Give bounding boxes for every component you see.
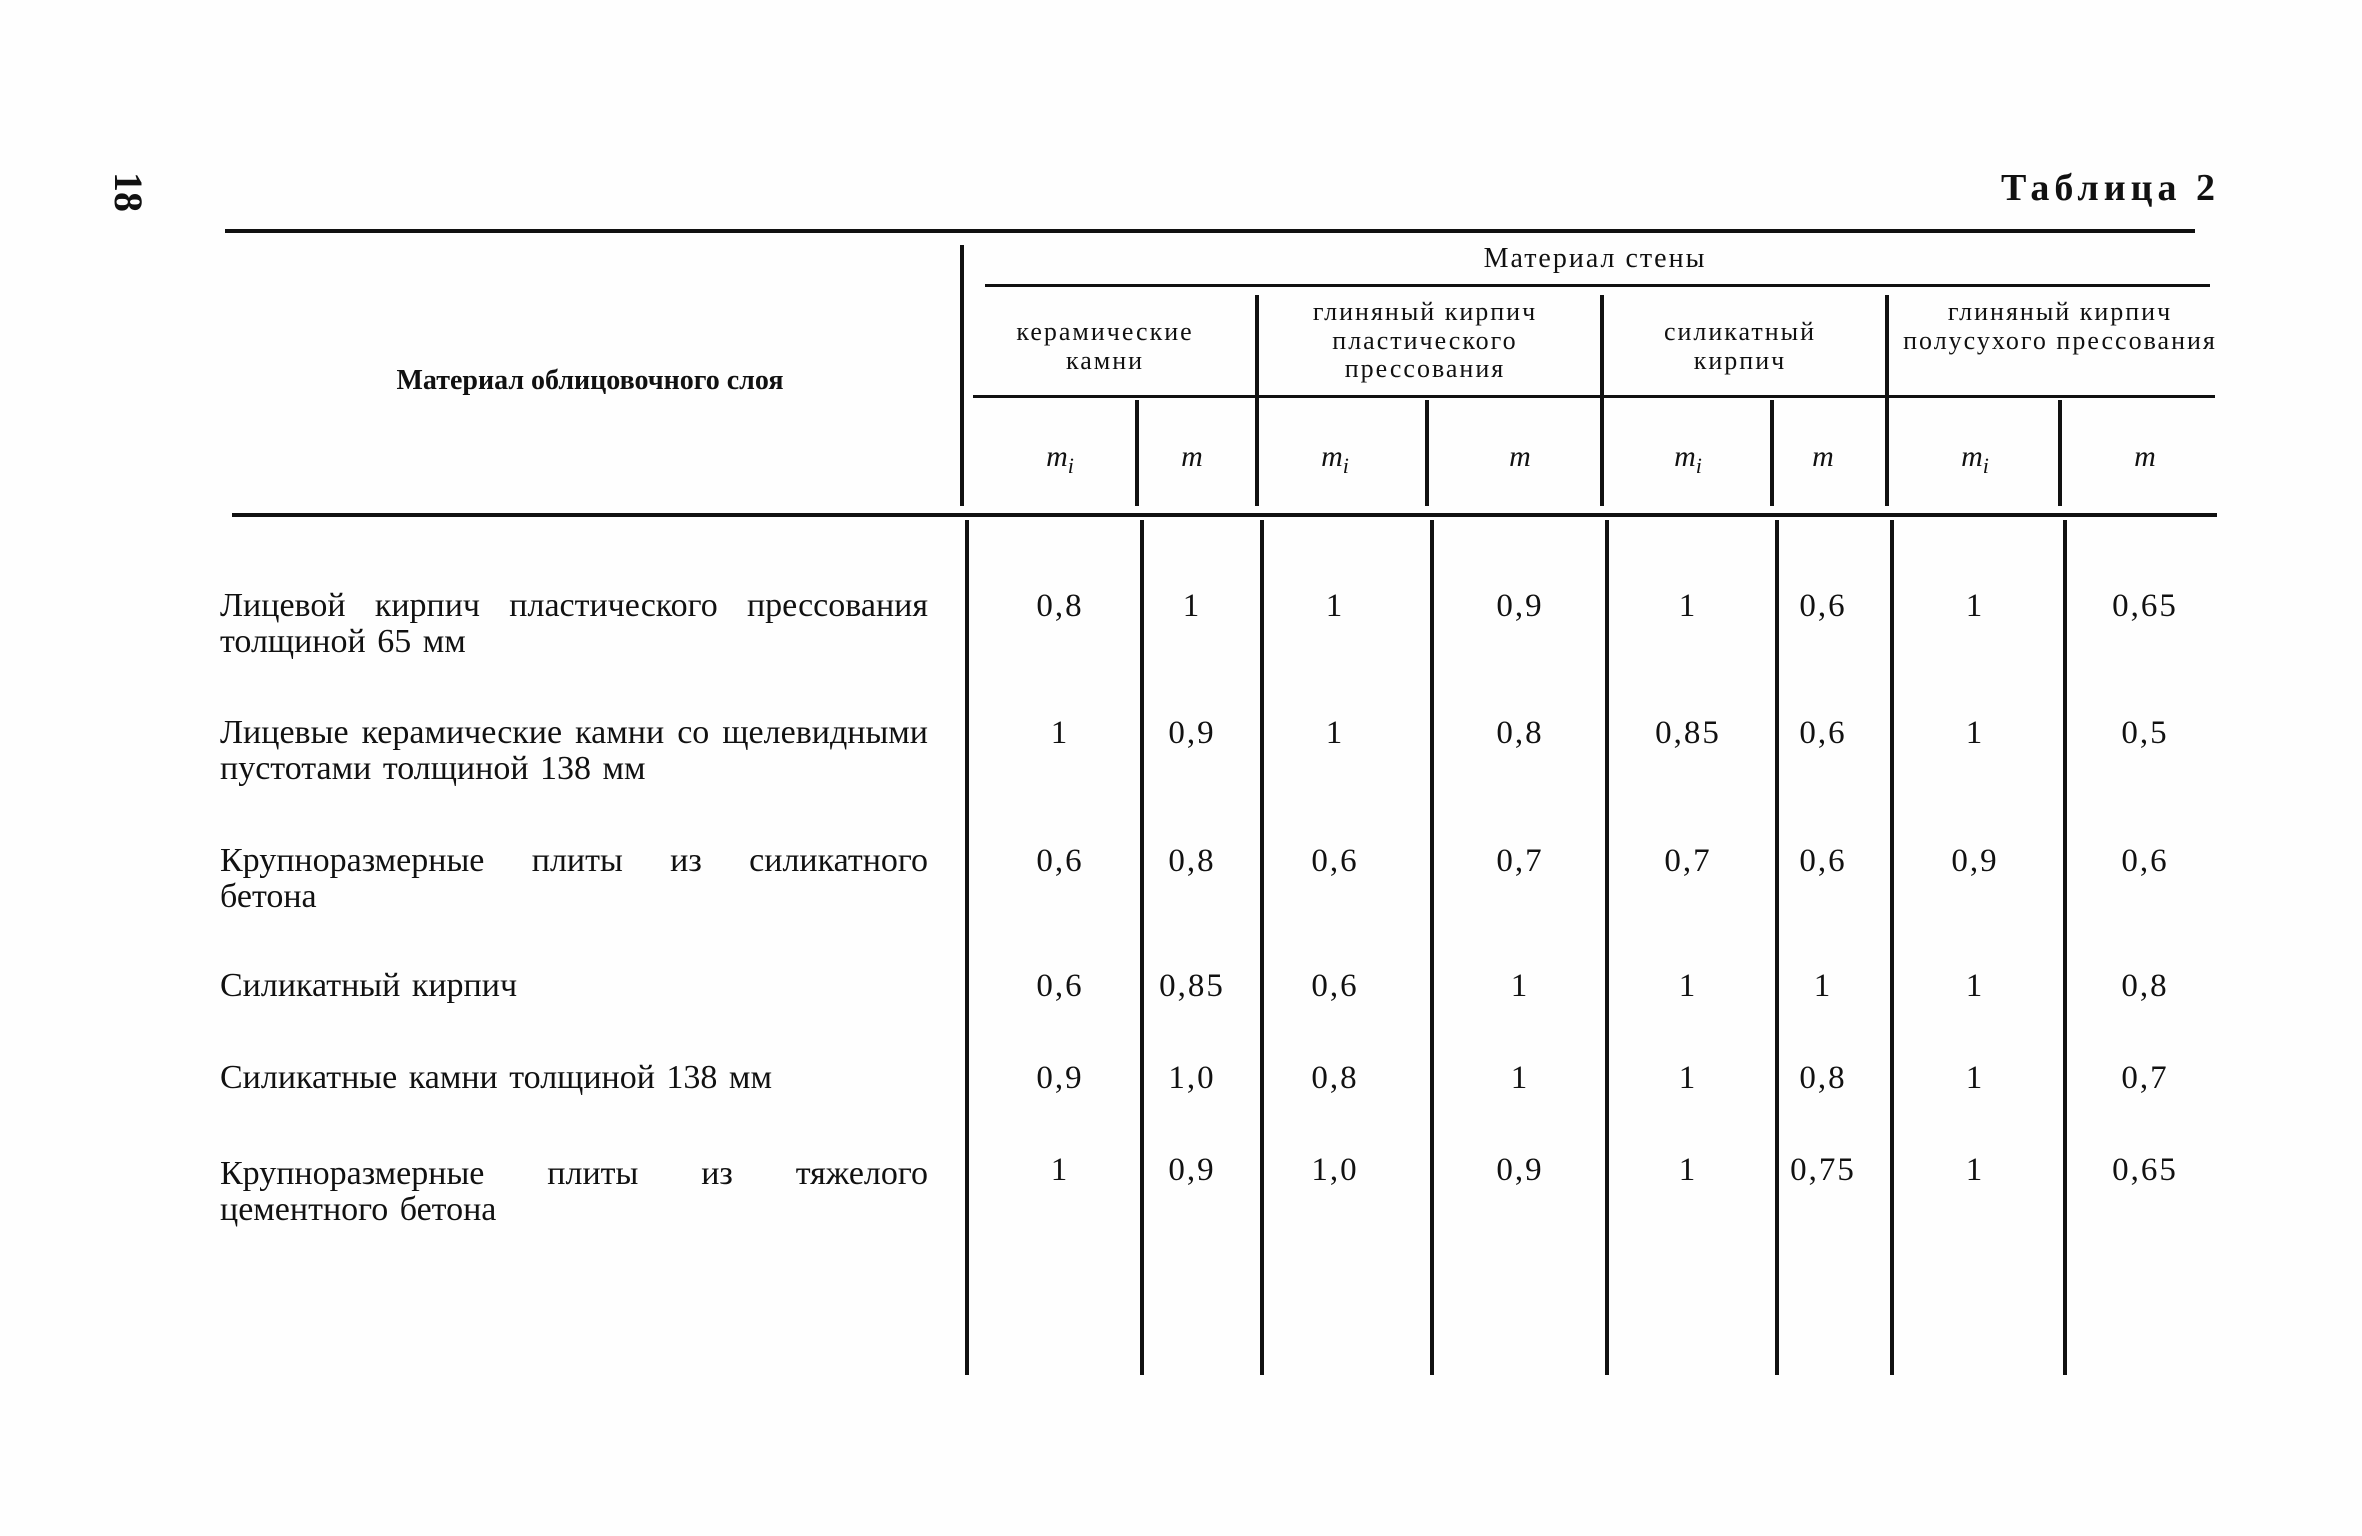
body-column-line bbox=[1260, 520, 1264, 1375]
table-cell: 0,9 bbox=[1496, 1152, 1544, 1188]
table-cell: 0,8 bbox=[1036, 588, 1084, 624]
wall-material-rule bbox=[985, 284, 2210, 287]
body-column-line bbox=[1775, 520, 1779, 1375]
row-label: Силикатные камни толщиной 138 мм bbox=[220, 1059, 772, 1096]
body-column-line bbox=[965, 520, 969, 1375]
header-bottom-rule bbox=[232, 513, 2217, 517]
header-column-line bbox=[2058, 400, 2062, 506]
page-number: 18 bbox=[106, 172, 151, 212]
table-cell: 0,6 bbox=[2121, 843, 2169, 879]
facing-layer-header: Материал облицовочного слоя bbox=[396, 365, 784, 396]
group-semi-dry-brick-header: глиняный кирпич полусухого прессования bbox=[1903, 297, 2217, 355]
table-cell: 1 bbox=[1965, 1152, 1985, 1188]
sub-header-mi: $m_i$ bbox=[1674, 440, 1702, 478]
table-cell: 0,9 bbox=[1168, 715, 1216, 751]
group-ceramic-header: керамические камни bbox=[1016, 317, 1194, 375]
table-cell: 0,85 bbox=[1159, 968, 1225, 1004]
sub-header-m: m bbox=[1181, 440, 1203, 473]
table-cell: 0,8 bbox=[1168, 843, 1216, 879]
table-cell: 0,7 bbox=[1496, 843, 1544, 879]
body-column-line bbox=[1890, 520, 1894, 1375]
table-cell: 1,0 bbox=[1311, 1152, 1359, 1188]
row-label: Крупноразмерные плиты из тяжелого цементного бетона bbox=[220, 1155, 928, 1228]
sub-header-mi: $m_i$ bbox=[1321, 440, 1349, 478]
sub-header-mi: $m_i$ bbox=[1961, 440, 1989, 478]
table-cell: 0,85 bbox=[1655, 715, 1721, 751]
table-cell: 0,65 bbox=[2112, 1152, 2178, 1188]
header-column-line bbox=[1425, 400, 1429, 506]
header-column-line bbox=[960, 245, 964, 506]
table-cell: 1 bbox=[1813, 968, 1833, 1004]
header-column-line bbox=[1885, 295, 1889, 506]
sub-header-m: m bbox=[1509, 440, 1531, 473]
table-cell: 1 bbox=[1965, 1060, 1985, 1096]
table-cell: 1 bbox=[1678, 968, 1698, 1004]
body-column-line bbox=[1605, 520, 1609, 1375]
header-column-line bbox=[1770, 400, 1774, 506]
row-label: Силикатный кирпич bbox=[220, 967, 518, 1004]
body-column-line bbox=[1430, 520, 1434, 1375]
table-cell: 1 bbox=[1678, 588, 1698, 624]
table-cell: 0,6 bbox=[1799, 588, 1847, 624]
row-label: Лицевые керамические камни со щелевидными пустотами толщиной 138 мм bbox=[220, 714, 928, 787]
table-cell: 0,9 bbox=[1951, 843, 1999, 879]
table-cell: 1 bbox=[1182, 588, 1202, 624]
group-rule bbox=[973, 395, 2215, 398]
wall-material-header: Материал стены bbox=[1483, 243, 1707, 274]
table-cell: 1,0 bbox=[1168, 1060, 1216, 1096]
table-cell: 1 bbox=[1510, 968, 1530, 1004]
header-column-line bbox=[1135, 400, 1139, 506]
table-cell: 0,9 bbox=[1168, 1152, 1216, 1188]
sub-header-m: m bbox=[1812, 440, 1834, 473]
table-cell: 1 bbox=[1965, 715, 1985, 751]
table-cell: 0,6 bbox=[1311, 968, 1359, 1004]
table-cell: 0,9 bbox=[1496, 588, 1544, 624]
table-cell: 1 bbox=[1050, 1152, 1070, 1188]
row-label: Крупноразмерные плиты из силикатного бетона bbox=[220, 842, 928, 915]
table-cell: 1 bbox=[1325, 588, 1345, 624]
table-cell: 0,75 bbox=[1790, 1152, 1856, 1188]
table-cell: 1 bbox=[1965, 588, 1985, 624]
table-cell: 0,6 bbox=[1311, 843, 1359, 879]
table-top-rule bbox=[225, 229, 2195, 233]
table-cell: 0,8 bbox=[1311, 1060, 1359, 1096]
table-cell: 0,8 bbox=[1799, 1060, 1847, 1096]
table-cell: 0,7 bbox=[1664, 843, 1712, 879]
sub-header-m: m bbox=[2134, 440, 2156, 473]
table-cell: 1 bbox=[1325, 715, 1345, 751]
table-cell: 0,6 bbox=[1036, 968, 1084, 1004]
table-cell: 0,65 bbox=[2112, 588, 2178, 624]
table-cell: 0,6 bbox=[1799, 715, 1847, 751]
table-cell: 0,9 bbox=[1036, 1060, 1084, 1096]
table-cell: 0,8 bbox=[1496, 715, 1544, 751]
table-cell: 1 bbox=[1965, 968, 1985, 1004]
body-column-line bbox=[1140, 520, 1144, 1375]
table-cell: 1 bbox=[1510, 1060, 1530, 1096]
table-cell: 0,5 bbox=[2121, 715, 2169, 751]
table-cell: 0,7 bbox=[2121, 1060, 2169, 1096]
table-cell: 0,6 bbox=[1799, 843, 1847, 879]
table-cell: 0,6 bbox=[1036, 843, 1084, 879]
header-column-line bbox=[1600, 295, 1604, 506]
table-cell: 1 bbox=[1678, 1060, 1698, 1096]
body-column-line bbox=[2063, 520, 2067, 1375]
group-plastic-brick-header: глиняный кирпич пластического прессования bbox=[1312, 297, 1538, 384]
row-label: Лицевой кирпич пластического прессования толщиной 65 мм bbox=[220, 587, 928, 660]
table-cell: 1 bbox=[1050, 715, 1070, 751]
table-cell: 1 bbox=[1678, 1152, 1698, 1188]
group-silicate-brick-header: силикатный кирпич bbox=[1663, 317, 1817, 375]
table-cell: 0,8 bbox=[2121, 968, 2169, 1004]
sub-header-mi: $m_i$ bbox=[1046, 440, 1074, 478]
table-title: Таблица 2 bbox=[2000, 167, 2220, 209]
